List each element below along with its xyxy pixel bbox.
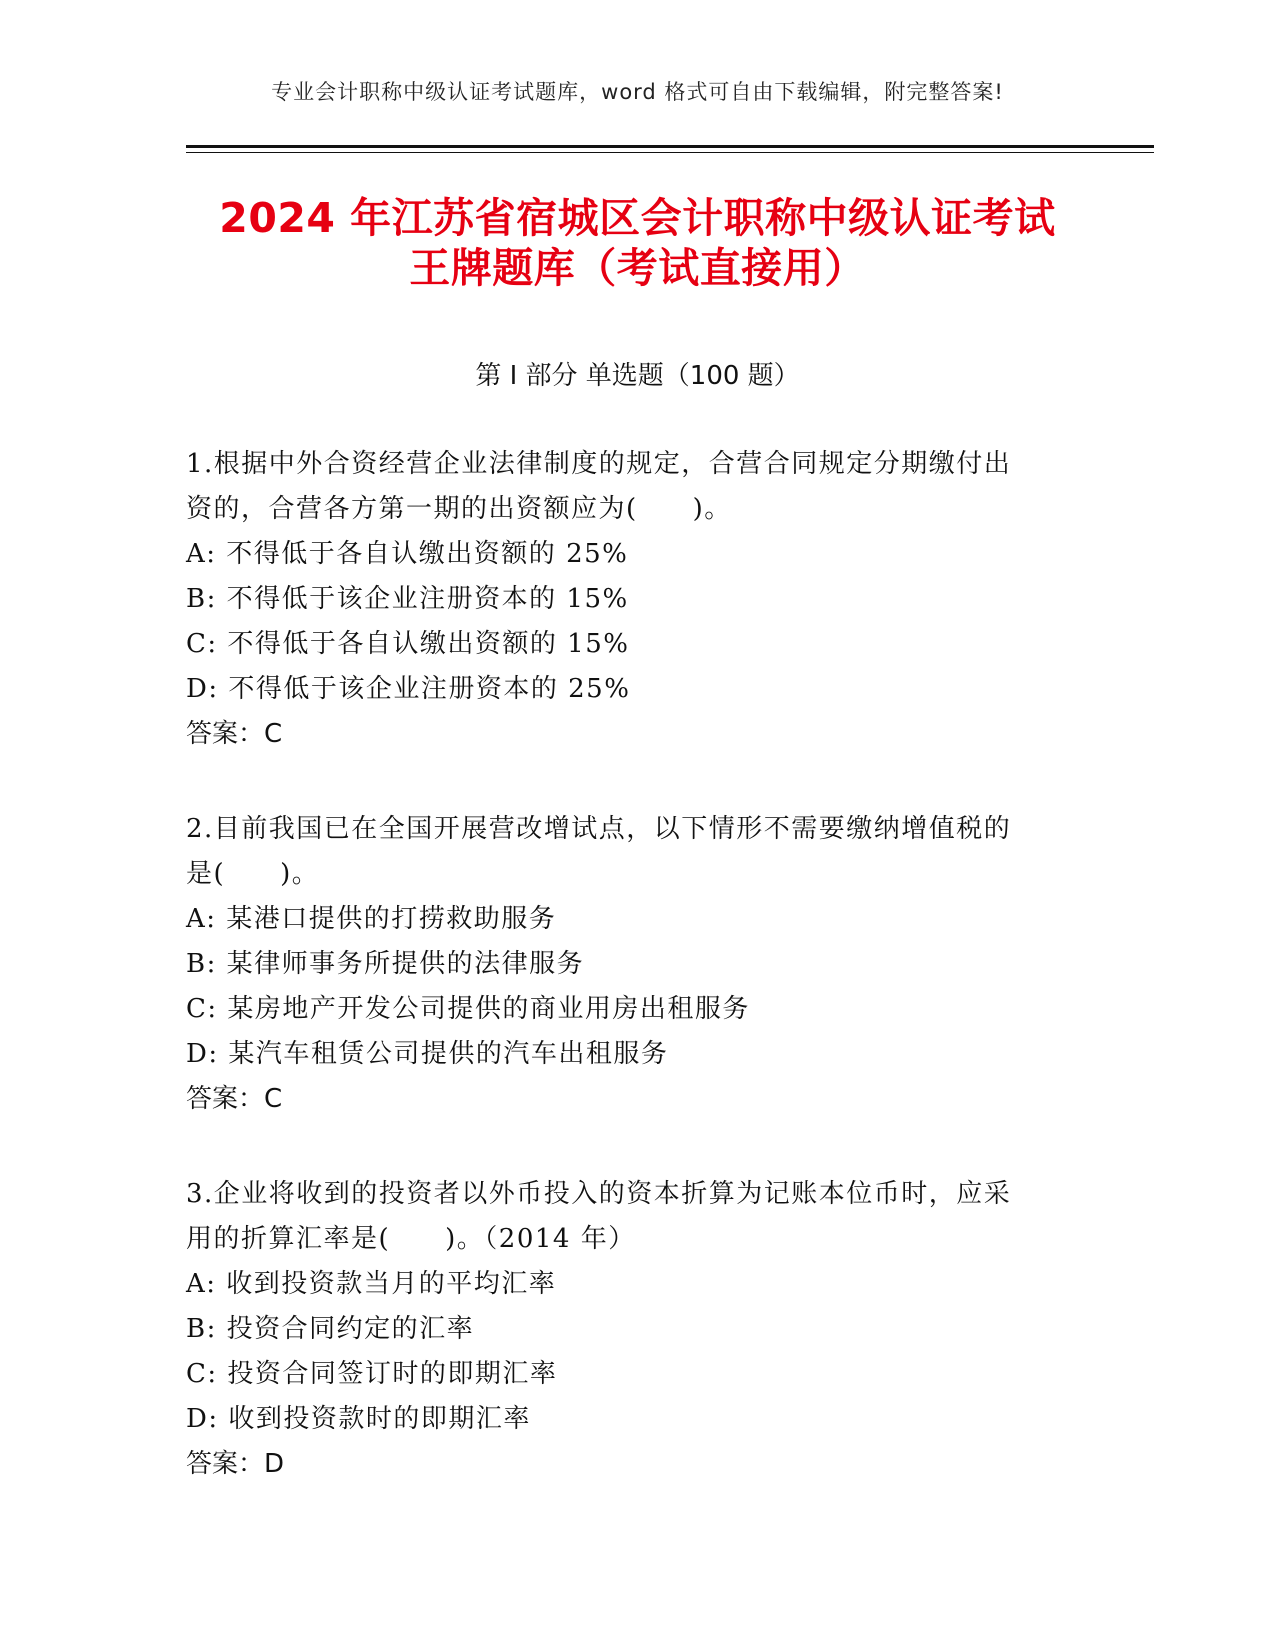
title-line-2: 王牌题库（考试直接用）	[409, 244, 866, 292]
answer: 答案：D	[186, 1449, 285, 1479]
question-stem-line: 是( )。	[186, 859, 320, 889]
question-stem-line: 资的，合营各方第一期的出资额应为( )。	[186, 494, 732, 524]
option-a: A: 收到投资款当月的平均汇率	[186, 1269, 557, 1299]
option-b: B: 不得低于该企业注册资本的 15%	[186, 584, 629, 614]
question-list	[186, 442, 1066, 1537]
document-title	[150, 193, 1125, 293]
option-a: A: 某港口提供的打捞救助服务	[186, 904, 557, 934]
question-3	[186, 1172, 1066, 1487]
option-c: C: 不得低于各自认缴出资额的 15%	[186, 629, 630, 659]
option-b: B: 某律师事务所提供的法律服务	[186, 949, 585, 979]
question-stem-line: 3.企业将收到的投资者以外币投入的资本折算为记账本位币时，应采	[186, 1179, 1012, 1209]
header-rule-thin	[186, 152, 1154, 153]
header-rule-thick	[186, 145, 1154, 148]
title-line-1: 2024 年江苏省宿城区会计职称中级认证考试	[219, 194, 1056, 242]
question-stem	[186, 1172, 1066, 1262]
answer: 答案：C	[186, 1084, 283, 1114]
option-c: C: 某房地产开发公司提供的商业用房出租服务	[186, 994, 750, 1024]
option-d: D: 不得低于该企业注册资本的 25%	[186, 674, 631, 704]
question-stem-line: 1.根据中外合资经营企业法律制度的规定，合营合同规定分期缴付出	[186, 449, 1012, 479]
question-stem	[186, 442, 1066, 532]
option-a: A: 不得低于各自认缴出资额的 25%	[186, 539, 629, 569]
question-stem-line: 2.目前我国已在全国开展营改增试点，以下情形不需要缴纳增值税的	[186, 814, 1012, 844]
question-1	[186, 442, 1066, 757]
question-2	[186, 807, 1066, 1122]
header-note: 专业会计职称中级认证考试题库，word 格式可自由下载编辑，附完整答案!	[271, 80, 1004, 104]
answer: 答案：C	[186, 719, 283, 749]
option-b: B: 投资合同约定的汇率	[186, 1314, 475, 1344]
option-d: D: 某汽车租赁公司提供的汽车出租服务	[186, 1039, 669, 1069]
question-stem	[186, 807, 1066, 897]
section-title: 第 I 部分 单选题（100 题）	[475, 361, 800, 391]
question-stem-line: 用的折算汇率是( )。（2014 年）	[186, 1224, 636, 1254]
option-d: D: 收到投资款时的即期汇率	[186, 1404, 531, 1434]
option-c: C: 投资合同签订时的即期汇率	[186, 1359, 558, 1389]
